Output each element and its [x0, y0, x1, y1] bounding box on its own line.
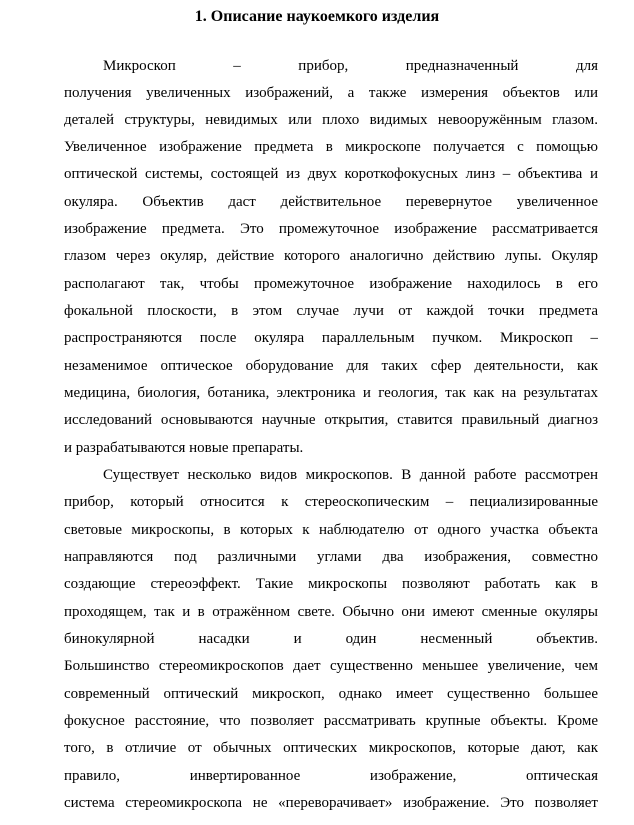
- text-line: располагают так, чтобы промежуточное изображение находилось в его: [64, 276, 598, 292]
- text-line: современный оптический микроскоп, однако имеет существенно большее: [64, 686, 598, 702]
- text-line: и разрабатываются новые препараты.: [64, 440, 304, 456]
- text-line: Микроскоп – прибор, предназначенный для: [103, 58, 598, 74]
- text-line: система стереомикроскопа не «переворачивает» изображение. Это позволяет: [64, 795, 598, 811]
- text-line: прибор, который относится к стереоскопическим – пециализированные: [64, 494, 598, 510]
- text-line: Большинство стереомикроскопов дает существенно меньшее увеличение, чем: [64, 658, 598, 674]
- text-line: распространяются после окуляра параллельным пучком. Микроскоп –: [64, 330, 598, 346]
- text-line: фокальной плоскости, в этом случае лучи от каждой точки предмета: [64, 303, 598, 319]
- text-line: проходящем, так и в отражённом свете. Обычно они имеют сменные окуляры: [64, 604, 598, 620]
- text-line: бинокулярной насадки и один несменный объектив.: [64, 631, 598, 647]
- text-line: правило, инвертированное изображение, оптическая: [64, 768, 598, 784]
- text-line: направляются под различными углами два изображения, совместно: [64, 549, 598, 565]
- text-line: Существует несколько видов микроскопов. В данной работе рассмотрен: [103, 467, 598, 483]
- text-line: медицина, биология, ботаника, электроника и геология, так как на результатах: [64, 385, 598, 401]
- text-line: глазом через окуляр, действие которого аналогично действию лупы. Окуляр: [64, 248, 598, 264]
- section-heading: 1. Описание наукоемкого изделия: [194, 8, 440, 25]
- text-line: оптической системы, состоящей из двух короткофокусных линз – объектива и: [64, 166, 598, 182]
- text-line: окуляра. Объектив даст действительное перевернутое увеличенное: [64, 194, 598, 210]
- text-line: создающие стереоэффект. Такие микроскопы позволяют работать как в: [64, 576, 598, 592]
- text-line: изображение предмета. Это промежуточное изображение рассматривается: [64, 221, 598, 237]
- text-line: деталей структуры, невидимых или плохо видимых невооружённым глазом.: [64, 112, 598, 128]
- text-line: фокусное расстояние, что позволяет рассматривать крупные объекты. Кроме: [64, 713, 598, 729]
- text-line: получения увеличенных изображений, а также измерения объектов или: [64, 85, 598, 101]
- text-line: Увеличенное изображение предмета в микроскопе получается с помощью: [64, 139, 598, 155]
- text-line: незаменимое оптическое оборудование для таких сфер деятельности, как: [64, 358, 598, 374]
- text-line: того, в отличие от обычных оптических микроскопов, которые дают, как: [64, 740, 598, 756]
- text-line: световые микроскопы, в которых к наблюдателю от одного участка объекта: [64, 522, 598, 538]
- text-line: исследований основываются научные открытия, ставится правильный диагноз: [64, 412, 598, 428]
